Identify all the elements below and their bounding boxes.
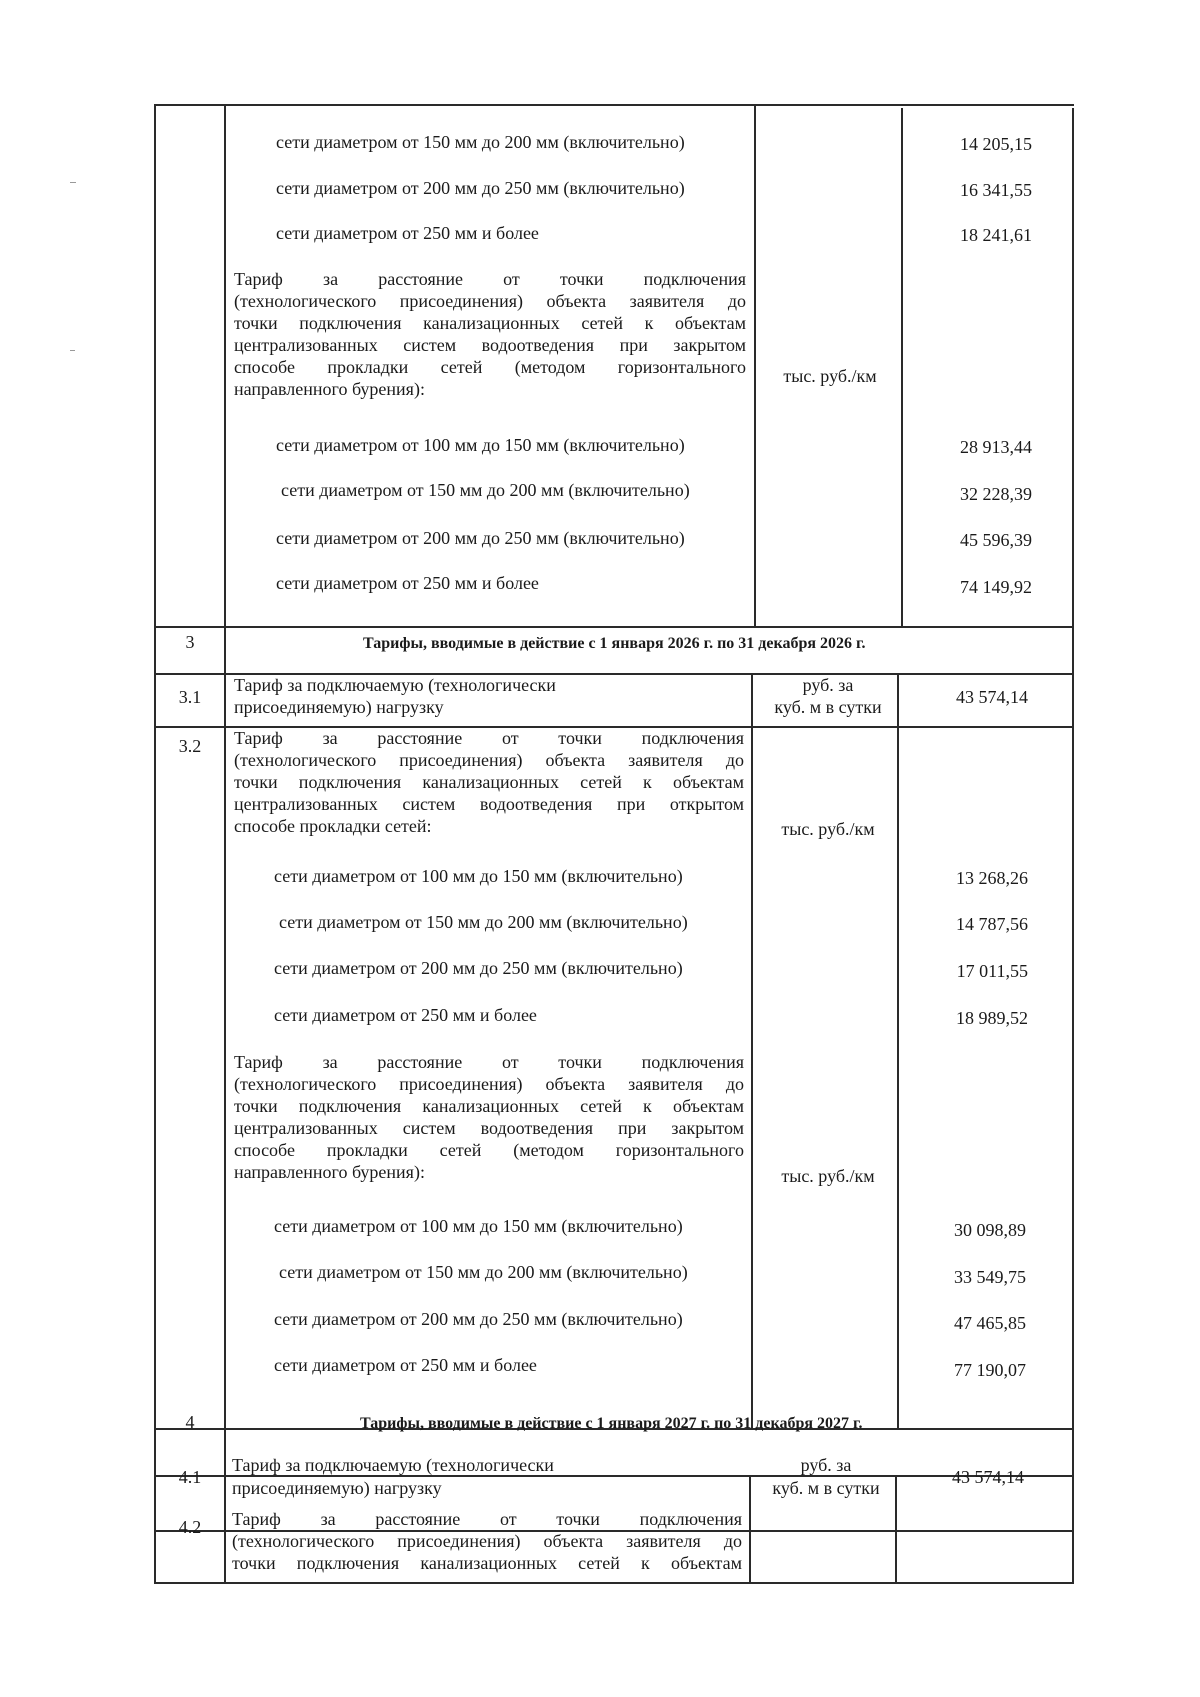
row-label: сети диаметром от 200 мм до 250 мм (включительно) (274, 958, 683, 978)
row-label: сети диаметром от 150 мм до 200 мм (включительно) (276, 132, 685, 152)
row-label: сети диаметром от 100 мм до 150 мм (включительно) (274, 1216, 683, 1236)
section-title: Тарифы, вводимые в действие с 1 января 2027 г. по 31 декабря 2027 г. (360, 1415, 863, 1432)
tariff-paragraph: Тариф за расстояние от точки подключения (технологического присоединения) объекта заявителя до точки подключения канализационных сетей к объектам централизованных систем водоотведения при закрытом способе прокладки сетей (методом горизонтального направленного бурения): (234, 1052, 744, 1182)
row-label: сети диаметром от 200 мм до 250 мм (включительно) (274, 1309, 683, 1329)
section-title: Тарифы, вводимые в действие с 1 января 2026 г. по 31 декабря 2026 г. (363, 635, 866, 652)
row-divider (154, 626, 1074, 628)
row-value: 32 228,39 (960, 484, 1032, 504)
scan-speck (70, 350, 75, 351)
row-index: 4.2 (178, 1517, 202, 1537)
table-border-left (154, 104, 156, 1584)
table-border-top (154, 104, 1074, 106)
row-label: сети диаметром от 150 мм до 200 мм (включительно) (281, 480, 690, 500)
row-value: 43 574,14 (956, 687, 1028, 707)
tariff-paragraph: Тариф за расстояние от точки подключения (технологического присоединения) объекта заявителя до точки подключения канализационных сетей к объектам централизованных систем водоотведения при закрытом способе прокладки сетей (методом горизонтального направленного бурения): (234, 269, 746, 399)
unit-label: куб. м в сутки (774, 697, 882, 717)
row-label: сети диаметром от 150 мм до 200 мм (включительно) (279, 1262, 688, 1282)
row-label: присоединяемую) нагрузку (232, 1478, 442, 1498)
row-index: 4.1 (178, 1467, 202, 1487)
row-label: сети диаметром от 250 мм и более (276, 223, 539, 243)
tariff-paragraph: Тариф за расстояние от точки подключения (технологического присоединения) объекта заявителя до точки подключения канализационных сетей к объектам (232, 1509, 742, 1573)
row-label: сети диаметром от 100 мм до 150 мм (включительно) (276, 435, 685, 455)
table-border-bottom (154, 1582, 1074, 1584)
row-value: 18 989,52 (956, 1008, 1028, 1028)
unit-label: тыс. руб./км (781, 819, 875, 839)
col-divider-index (224, 104, 226, 1584)
row-index: 3.1 (178, 687, 202, 707)
row-value: 77 190,07 (954, 1360, 1026, 1380)
row-value: 45 596,39 (960, 530, 1032, 550)
row-label: сети диаметром от 250 мм и более (274, 1005, 537, 1025)
row-label: сети диаметром от 200 мм до 250 мм (включительно) (276, 528, 685, 548)
table-border-right (1072, 108, 1074, 1584)
unit-label: руб. за (800, 1455, 852, 1475)
row-label: сети диаметром от 200 мм до 250 мм (включительно) (276, 178, 685, 198)
row-value: 74 149,92 (960, 577, 1032, 597)
row-label: сети диаметром от 250 мм и более (274, 1355, 537, 1375)
row-value: 47 465,85 (954, 1313, 1026, 1333)
section-index: 4 (185, 1412, 195, 1432)
section-index: 3 (185, 632, 195, 652)
row-label: Тариф за подключаемую (технологически (232, 1455, 554, 1475)
row-label: сети диаметром от 250 мм и более (276, 573, 539, 593)
scan-speck (70, 182, 76, 183)
unit-label: куб. м в сутки (772, 1478, 880, 1498)
row-value: 28 913,44 (960, 437, 1032, 457)
row-value: 30 098,89 (954, 1220, 1026, 1240)
tariff-paragraph: Тариф за расстояние от точки подключения (технологического присоединения) объекта заявителя до точки подключения канализационных сетей к объектам централизованных систем водоотведения при открытом способе прокладки сетей: (234, 728, 744, 836)
row-value: 43 574,14 (952, 1467, 1024, 1487)
row-value: 13 268,26 (956, 868, 1028, 888)
row-index: 3.2 (178, 736, 202, 756)
row-label: сети диаметром от 150 мм до 200 мм (включительно) (279, 912, 688, 932)
unit-label: тыс. руб./км (781, 1166, 875, 1186)
col-divider-unit (751, 674, 753, 1428)
unit-label: тыс. руб./км (783, 366, 877, 386)
row-value: 17 011,55 (956, 961, 1028, 981)
row-value: 14 205,15 (960, 134, 1032, 154)
row-value: 33 549,75 (954, 1267, 1026, 1287)
unit-label: руб. за (802, 675, 854, 695)
row-value: 14 787,56 (956, 914, 1028, 934)
row-value: 18 241,61 (960, 225, 1032, 245)
row-label: сети диаметром от 100 мм до 150 мм (включительно) (274, 866, 683, 886)
row-value: 16 341,55 (960, 180, 1032, 200)
row-label: Тариф за подключаемую (технологически (234, 675, 556, 695)
row-label: присоединяемую) нагрузку (234, 697, 444, 717)
